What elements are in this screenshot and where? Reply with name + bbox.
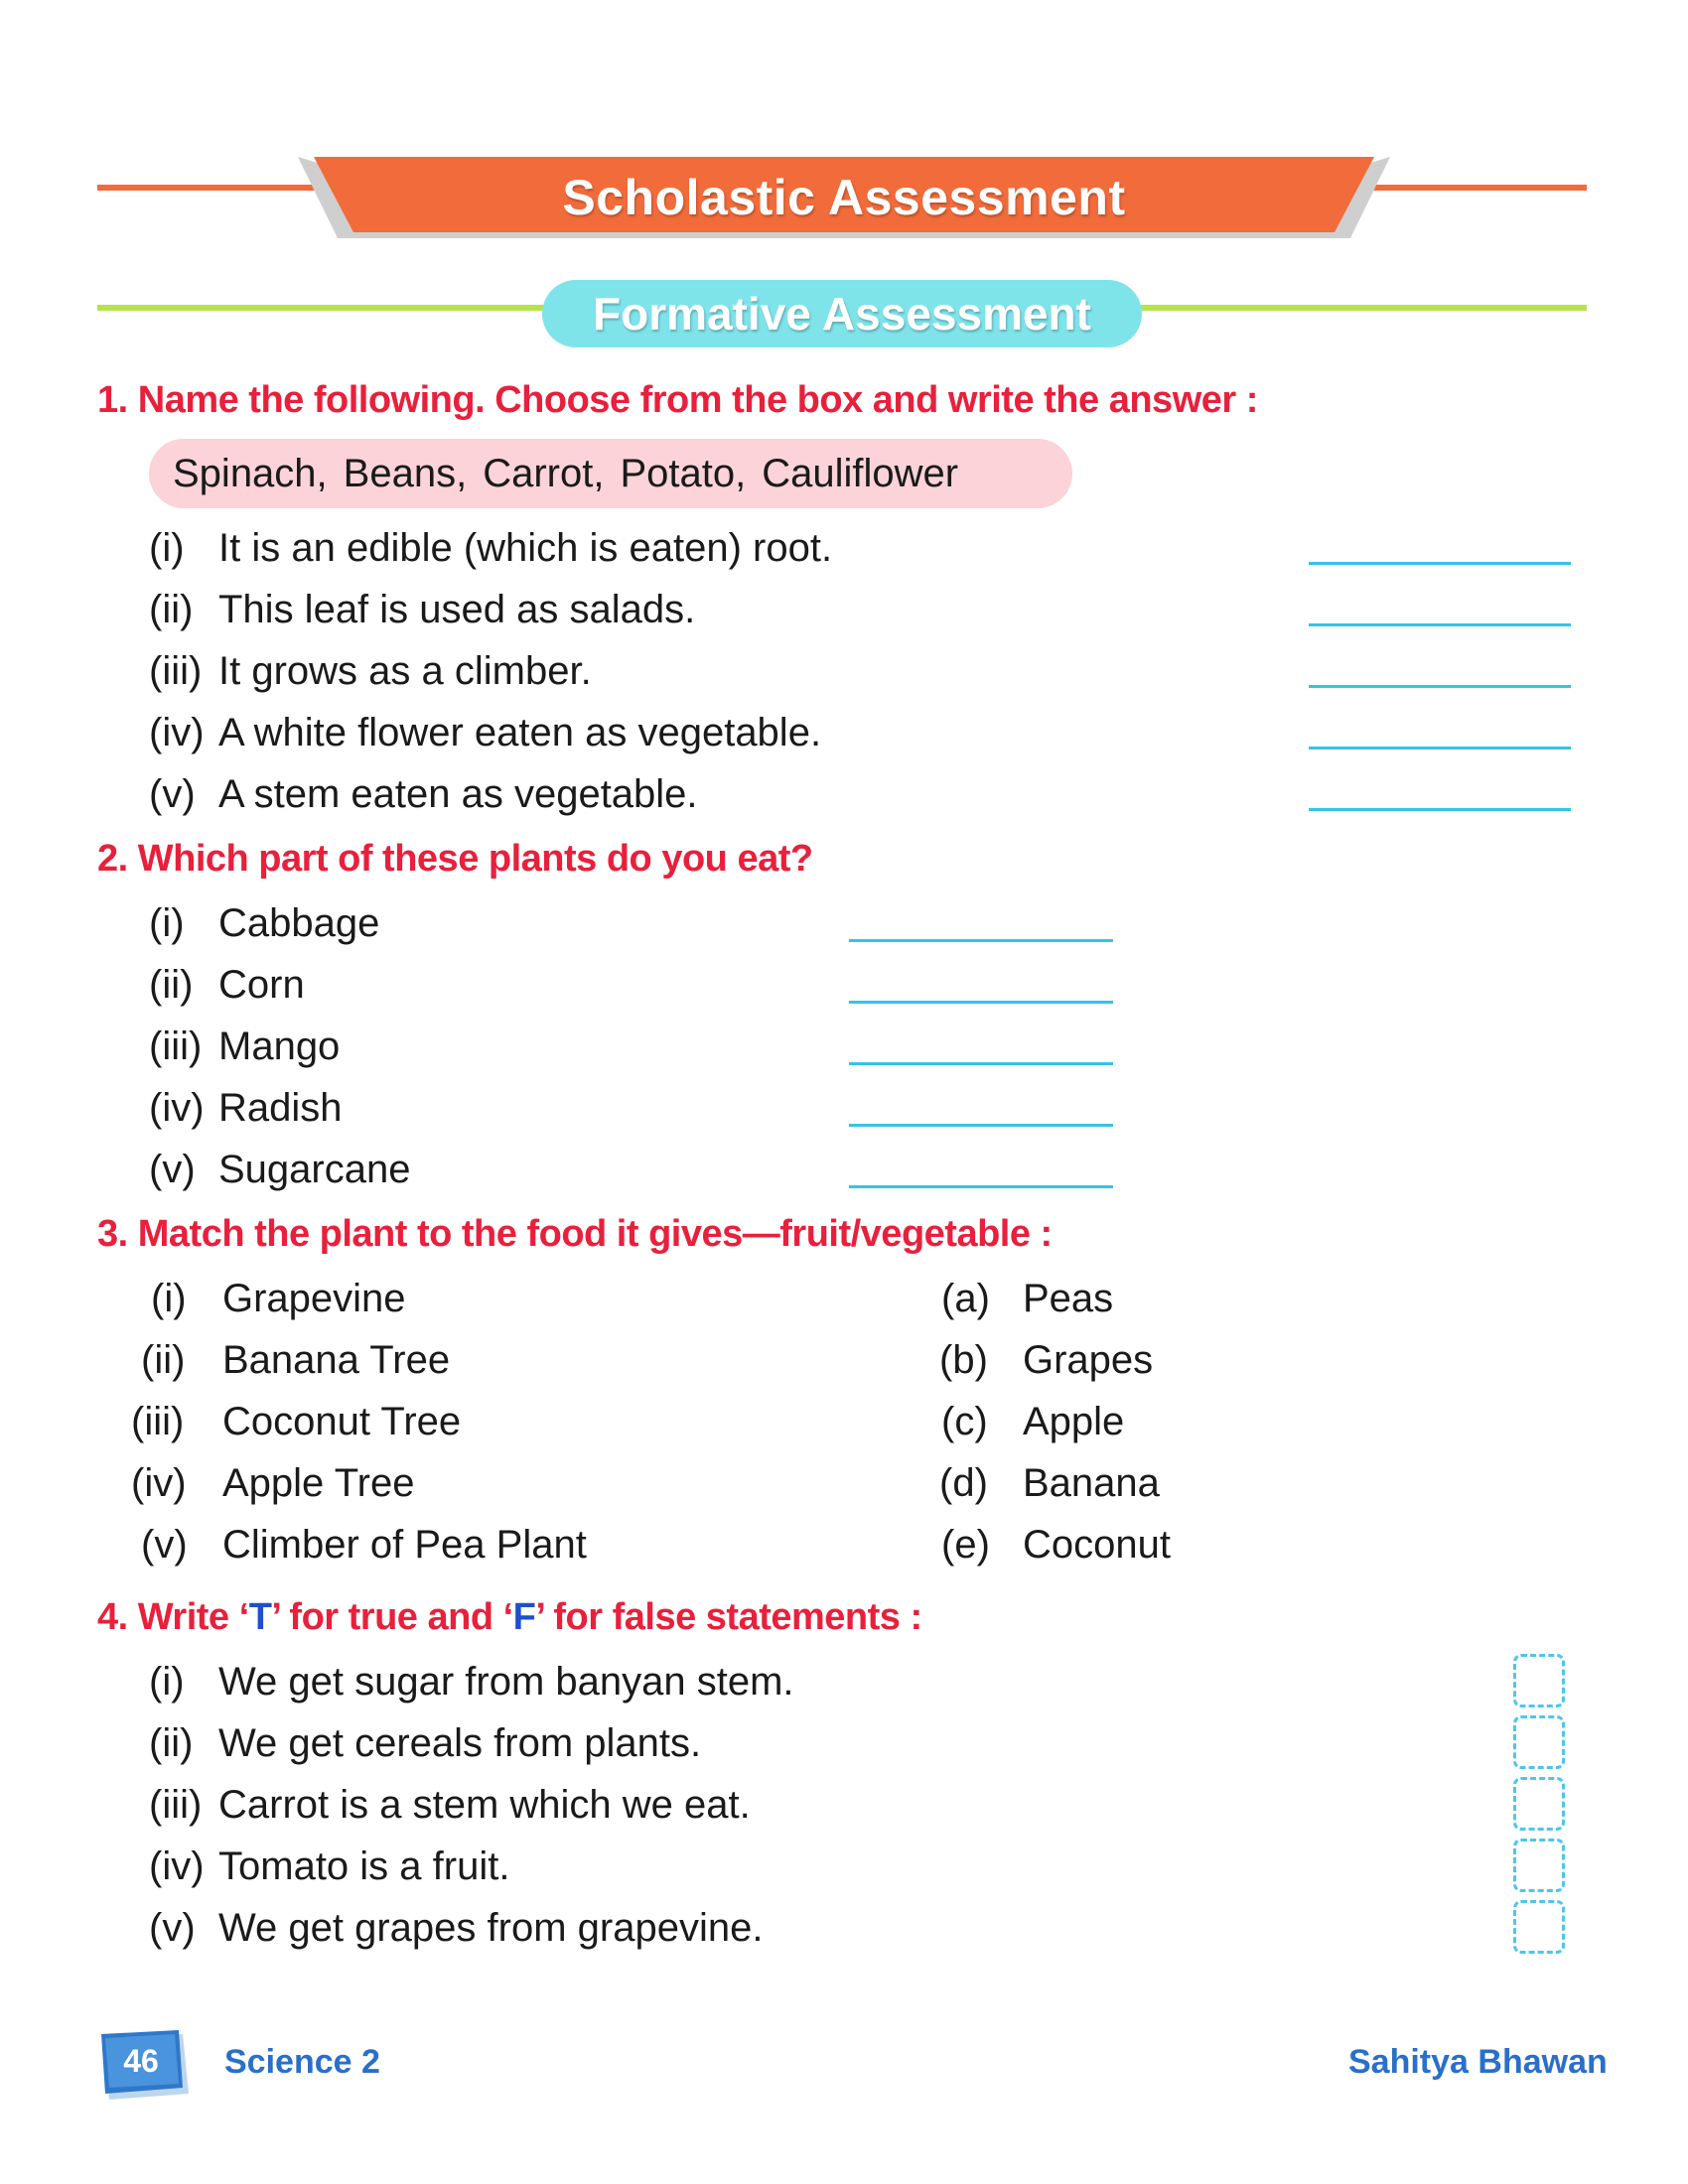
q4-answer-box[interactable] xyxy=(1513,1715,1565,1769)
q1-answer-blank[interactable] xyxy=(1309,623,1571,626)
q1-word-box xyxy=(149,439,1072,508)
q1-item-number: (i) xyxy=(149,526,185,570)
q2-item-text: Radish xyxy=(218,1086,343,1130)
q1-answer-blank[interactable] xyxy=(1309,562,1571,565)
q3-right-letter: (b) xyxy=(939,1338,988,1382)
q1-item-text: A stem eaten as vegetable. xyxy=(218,772,698,816)
q3-right-letter: (a) xyxy=(941,1277,990,1320)
q3-left-text: Grapevine xyxy=(222,1277,406,1320)
q3-left-number: (i) xyxy=(151,1277,187,1320)
q2-item-number: (v) xyxy=(149,1148,196,1191)
q3-left-number: (iv) xyxy=(131,1461,187,1505)
q3-right-letter: (e) xyxy=(941,1523,990,1567)
header-rule-right xyxy=(1362,185,1587,191)
q1-item-text: It is an edible (which is eaten) root. xyxy=(218,526,833,570)
q4-item-text: Tomato is a fruit. xyxy=(218,1844,510,1888)
q2-item-text: Corn xyxy=(218,963,305,1007)
q1-item-number: (iv) xyxy=(149,711,205,754)
q3-right-text: Coconut xyxy=(1023,1523,1171,1567)
q3-left-text: Climber of Pea Plant xyxy=(222,1523,587,1567)
q1-answer-blank[interactable] xyxy=(1309,747,1571,750)
q2-answer-blank[interactable] xyxy=(849,1185,1113,1188)
q2-answer-blank[interactable] xyxy=(849,939,1113,942)
scholastic-title: Scholastic Assessment xyxy=(562,170,1126,225)
q2-answer-blank[interactable] xyxy=(849,1062,1113,1065)
formative-rule-left xyxy=(97,305,554,311)
q3-right-text: Banana xyxy=(1023,1461,1160,1505)
formative-rule-right xyxy=(1132,305,1587,311)
q2-answer-blank[interactable] xyxy=(849,1124,1113,1127)
q2-item-text: Cabbage xyxy=(218,901,380,945)
q2-item-number: (iv) xyxy=(149,1086,205,1130)
q4-item-text: We get cereals from plants. xyxy=(218,1721,702,1765)
q4-heading-pre: 4. Write ‘ xyxy=(97,1596,249,1638)
header-rule-left xyxy=(97,185,326,191)
word-beans: Beans, xyxy=(343,451,468,495)
q4-answer-box[interactable] xyxy=(1513,1777,1565,1831)
word-carrot: Carrot, xyxy=(483,451,605,495)
page-number: 46 xyxy=(123,2042,159,2079)
q3-right-letter: (c) xyxy=(941,1400,988,1443)
book-title: Science 2 xyxy=(224,2043,380,2081)
q1-item-text: A white flower eaten as vegetable. xyxy=(218,711,822,754)
q1-heading: 1. Name the following. Choose from the box and write the answer : xyxy=(97,379,1258,421)
q1-item-number: (ii) xyxy=(149,588,194,631)
q4-answer-box[interactable] xyxy=(1513,1900,1565,1954)
publisher-name: Sahitya Bhawan xyxy=(1348,2043,1608,2081)
q3-right-letter: (d) xyxy=(939,1461,988,1505)
q4-heading-true-letter: T xyxy=(248,1596,272,1638)
q3-right-text: Grapes xyxy=(1023,1338,1154,1382)
q4-item-number: (iii) xyxy=(149,1783,203,1827)
q4-heading xyxy=(97,1596,922,1639)
q3-left-text: Coconut Tree xyxy=(222,1400,462,1443)
q1-item-text: This leaf is used as salads. xyxy=(218,588,696,631)
q2-item-number: (i) xyxy=(149,901,185,945)
q1-item-text: It grows as a climber. xyxy=(218,649,592,693)
q3-left-text: Banana Tree xyxy=(222,1338,451,1382)
word-spinach: Spinach, xyxy=(173,451,328,495)
q2-item-text: Mango xyxy=(218,1024,341,1068)
q4-item-number: (iv) xyxy=(149,1844,205,1888)
q2-item-number: (ii) xyxy=(149,963,194,1007)
q4-item-text: We get grapes from grapevine. xyxy=(218,1906,764,1950)
q4-heading-false-letter: F xyxy=(512,1596,536,1638)
q2-item-text: Sugarcane xyxy=(218,1148,411,1191)
q4-item-text: Carrot is a stem which we eat. xyxy=(218,1783,751,1827)
q1-item-number: (iii) xyxy=(149,649,203,693)
q3-left-number: (iii) xyxy=(131,1400,185,1443)
q4-item-number: (v) xyxy=(149,1906,196,1950)
q1-item-number: (v) xyxy=(149,772,196,816)
q4-item-text: We get sugar from banyan stem. xyxy=(218,1660,794,1704)
q3-left-number: (ii) xyxy=(141,1338,186,1382)
q2-heading: 2. Which part of these plants do you eat? xyxy=(97,838,813,880)
q1-answer-blank[interactable] xyxy=(1309,808,1571,811)
q4-item-number: (i) xyxy=(149,1660,185,1704)
q4-answer-box[interactable] xyxy=(1513,1839,1565,1892)
word-cauliflower: Cauliflower xyxy=(762,451,959,495)
q4-item-number: (ii) xyxy=(149,1721,194,1765)
word-potato: Potato, xyxy=(620,451,747,495)
q3-right-text: Apple xyxy=(1023,1400,1125,1443)
formative-title: Formative Assessment xyxy=(542,280,1142,347)
q3-heading: 3. Match the plant to the food it gives—fruit/vegetable : xyxy=(97,1213,1053,1255)
q1-answer-blank[interactable] xyxy=(1309,685,1571,688)
q3-left-number: (v) xyxy=(141,1523,188,1567)
q2-item-number: (iii) xyxy=(149,1024,203,1068)
q4-heading-mid: ’ for true and ‘ xyxy=(271,1596,513,1638)
q2-answer-blank[interactable] xyxy=(849,1001,1113,1004)
q3-left-text: Apple Tree xyxy=(222,1461,415,1505)
q4-answer-box[interactable] xyxy=(1513,1654,1565,1707)
q4-heading-post: ’ for false statements : xyxy=(535,1596,922,1638)
q3-right-text: Peas xyxy=(1023,1277,1114,1320)
